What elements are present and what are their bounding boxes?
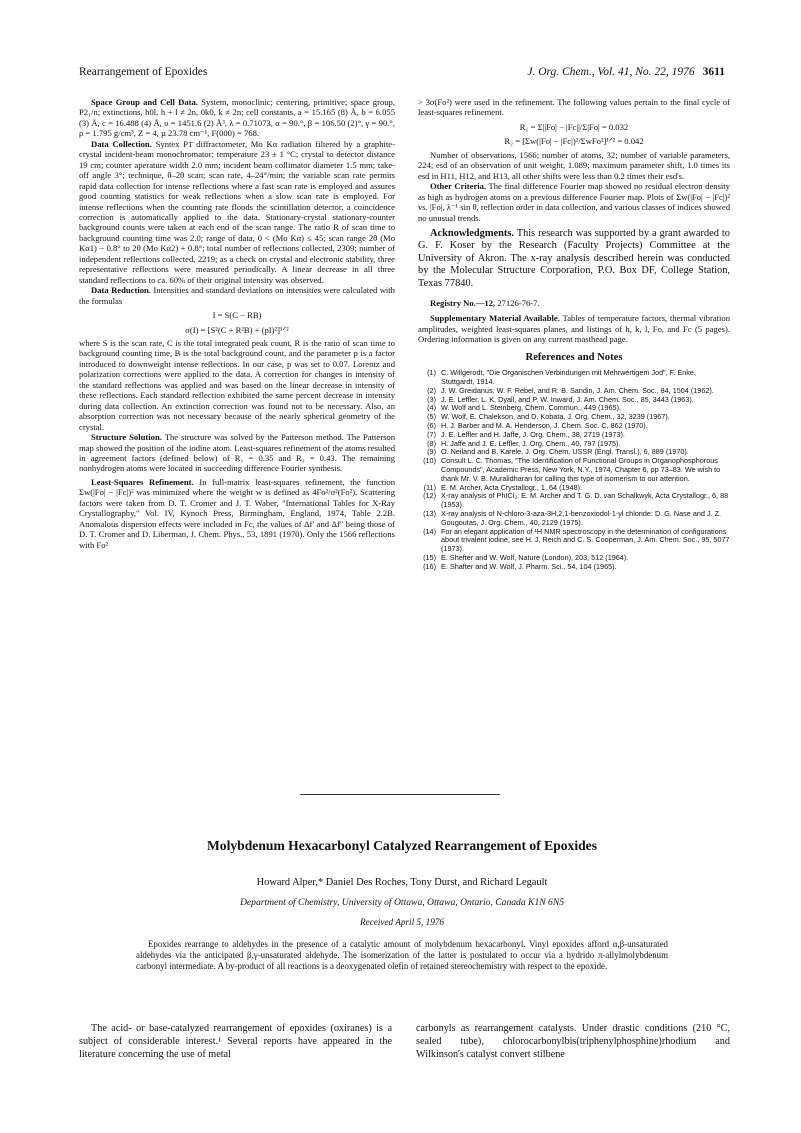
running-title: Rearrangement of Epoxides (79, 66, 208, 78)
registry-text: 27126-76-7. (497, 298, 540, 309)
reference-item (418, 528, 730, 554)
reference-text: E. M. Archer, Acta Crystallogr., 1, 64 (1948). (441, 482, 583, 492)
equation-r1: R₁ = Σ||Fo| − |Fc||/Σ|Fo| = 0.032 (519, 121, 629, 132)
ack-text: This research was supported by a grant awarded to G. F. Koser by the Research (Faculty Projects) Committee at the University of Akron. The x-ray analysis described herein was conducted by the Molecular Structure Corporation, P.O. Box DF, College Station, Texas 77840. (418, 227, 730, 289)
paragraph-head: Structure Solution. (91, 432, 162, 443)
journal-name: J. Org. Chem., Vol. 41, No. 22, 1976 (527, 66, 695, 78)
paragraph-least-squares (79, 477, 395, 550)
reference-number: (4) (427, 403, 436, 413)
reference-number: (9) (427, 447, 436, 457)
paragraph-text: System, monoclinic; centering, primitive; space group, P2₁/n; extinctions, h0l, h + l ≠ 2n, 0k0, k ≠ 2n; cell constants, a = 15.165 (8) Å, b = 6.055 (3) Å, c = 16.488 (4) Å, υ = 1451.6 (2) Å³, λ = 0.71073, α = 90.°, β = 106.50 (2)°, γ = 90.°, ρ = 1.795 g/cm³, Z = 4, µ 23.78 cm⁻¹, F(000) = 768. (79, 97, 395, 139)
reference-text: J. E. Leffler, L. K. Dyall, and P. W. Inward, J. Am. Chem. Soc., 85, 3443 (1963). (441, 394, 694, 404)
reference-text: W. Wolf and L. Steinberg, Chem. Commun., 449 (1965). (441, 403, 621, 413)
reference-item (418, 510, 730, 528)
paragraph-head: Data Collection. (91, 138, 152, 149)
article-affiliation: Department of Chemistry, University of Ottawa, Ottawa, Ontario, Canada K1N 6N5 (239, 897, 565, 908)
reference-number: (15) (423, 553, 436, 563)
supp-head: Supplementary Material Available. (430, 313, 560, 324)
reference-text: E. Shafter and W. Wolf, J. Pharm. Sci., 54, 104 (1965). (441, 561, 617, 571)
body-text-right: carbonyls as rearrangement catalysts. Under drastic conditions (210 °C, sealed tube), chlorocarbonylbis(triphenylphosphine)rhodium and Wilkinson's catalyst convert stilbene (416, 1023, 730, 1060)
reference-number: (16) (423, 561, 436, 571)
paragraph-text: The final difference Fourier map showed no residual electron density as high as hydrogen atoms on a previous difference Fourier map. Plots of Σw(|Fo| − |Fc|)² vs. |Fo|, λ⁻¹ sin θ, reflection order in data collection, and various classes of indices showed no unusual trends. (418, 181, 730, 223)
paragraph-data-collection (79, 139, 395, 285)
left-column (79, 97, 395, 550)
reference-item (418, 369, 730, 387)
equation-intensity: I = S(C − RB) (212, 310, 262, 321)
paragraph-text: The structure was solved by the Patterson method. The Patterson map showed the position of the iodine atom. Least-squares refinement of the atoms resulted in agreement factors (defined below) of R₁ = 0.35 and R₂ = 0.43. The remaining nonhydrogen atoms were located in succeeding difference Fourier synthesis. (79, 432, 396, 474)
reference-text: O. Neiland and B. Karele, J. Org. Chem. USSR (Engl. Transl.), 6, 889 (1970). (441, 447, 689, 457)
body-left-column (79, 1022, 392, 1061)
equation-r2: R₂ = [Σw(|Fo| − |Fc|)²/ΣwFo²]¹ᐟ² = 0.042 (504, 136, 644, 147)
reference-number: (11) (423, 482, 436, 492)
reference-item (418, 457, 730, 483)
reference-number: (13) (423, 509, 436, 519)
reference-text: E. Shefter and W. Wolf, Nature (London), 203, 512 (1964). (441, 553, 629, 563)
journal-citation (527, 66, 725, 78)
equation-sigma: σ(I) = [S²(C + R²B) + (pI)²]¹ᐟ² (185, 324, 289, 335)
reference-number: (10) (423, 456, 436, 466)
reference-text: J. W. Greidanus, W. F. Rebel, and R. B. Sandin, J. Am. Chem. Soc., 84, 1504 (1962). (441, 385, 714, 395)
acknowledgments (418, 228, 730, 290)
paragraph-head: Space Group and Cell Data. (91, 97, 198, 107)
section-divider (300, 794, 500, 795)
registry-head: Registry No.—12, (430, 298, 496, 309)
paragraph-text: Syntex P1̄ diffractometer, Mo Kα radiation filtered by a graphite-crystal incident-beam monochromator; temperature 23 ± 1 °C; crystal to detector distance 19 cm; counter aperature width 2.0 mm; incident beam collimator diameter 1.5 mm; take-off angle 3°; technique, θ–2θ scan; scan rate, 4–24°/min; the variable scan rate permits rapid data collection for intense reflections where a fast scan rate is employed and assures good counting statistics for weak reflections when a slow scan rate is employed. For intense reflections when the counting rate floods the scintillation detector, a coincidence correction is automatically applied to the data. Stationary-crystal stationary-counter background counts were taken at each end of the scan range. The ratio R of scan time to background counting time was 2.0; range of data, 0 < (Mo Kα) ≤ 45; scan range 2θ (Mo Kα1) − 0.8° to 2θ (Mo Kα2) + 0.8°; total number of reflections collected, 2309; number of independent reflections collected, 2219; as a check on crystal and electronic stability, three representative reflections were measured periodically. A linear decrease in all three standard reflections to ca. 60% of their original intensity was observed. (79, 138, 395, 285)
reference-text: For an elegant application of ¹H NMR spectroscopy in the determination of configurations about trivalent iodine, see H. J. Reich and C. S. Cooperman, J. Am. Chem. Soc., 95, 5077 (1973). (441, 526, 730, 554)
reference-number: (8) (427, 438, 436, 448)
reference-text: W. Wolf, E. Chalekson, and D. Kobata, J. Org. Chem., 32, 3239 (1967). (441, 412, 670, 422)
received-date: Received April 5, 1976 (359, 917, 445, 927)
reference-item (418, 492, 730, 510)
paragraph-observations: Number of observations, 1566; number of atoms, 32; number of variable parameters, 224; esd of an observation of unit weight, 1.089; maximum parameter shift, 1.0 times its esd in H11, H12, and H13, all other shifts were less than 0.2 times their esd's. (418, 149, 730, 181)
paragraph-refinement: > 3σ(Fo²) were used in the refinement. The following values pertain to the final cycle of least-squares refinement. (418, 97, 730, 118)
paragraph-head: Least-Squares Refinement. (91, 476, 194, 487)
article-title: Molybdenum Hexacarbonyl Catalyzed Rearrangement of Epoxides (206, 838, 598, 853)
paragraph-structure-solution (79, 432, 395, 474)
paragraph-head: Other Criteria. (430, 181, 487, 192)
reference-number: (1) (427, 368, 436, 378)
references-list (418, 369, 730, 571)
reference-number: (14) (423, 526, 436, 536)
paragraph-data-reduction (79, 285, 395, 306)
paragraph-text: Intensities and standard deviations on intensities were calculated with the formulas (79, 285, 395, 306)
reference-number: (2) (427, 385, 436, 395)
supp-text: Tables of temperature factors, thermal vibration amplitudes, weighted least-squares planes, and listings of h, k, l, Fo, and Fc (5 pages). Ordering information is given on any current masthead page. (418, 313, 731, 345)
ack-head: Acknowledgments. (430, 227, 514, 239)
reference-number: (3) (427, 394, 436, 404)
abstract-text: Epoxides rearrange to aldehydes in the presence of a catalytic amount of molybdenum hexacarbonyl. Vinyl epoxides afford α,β-unsaturated aldehydes via the anticipated β,γ-unsaturated aldehyde. The isomerization of the latter is postulated to occur via a hydrido π-allylmolybdenum carbonyl intermediate. A by-product of all reactions is a deoxygenated olefin of retained stereochemistry with respect to the epoxide. (136, 939, 668, 971)
article-authors: Howard Alper,* Daniel Des Roches, Tony Durst, and Richard Legault (256, 877, 548, 888)
paragraph-where: where S is the scan rate, C is the total integrated peak count, R is the ratio of scan time to background counting time, B is the total background count, and the parameter p is a factor introduced to downweight intense reflections. In our case, p was set to 0.07. Lorentz and polarization corrections were applied to the data. A correction for changes in intensity of the standard reflections was applied and was based on the linear decrease in intensity of these reflections. Each standard reflection exhibited the same percent decrease in intensity during data collection. An extinction correction was found not to be necessary. Also, an absorption correction was not necessary because of the nearly spherical geometry of the crystal. (79, 337, 395, 432)
paragraph-head: Data Reduction. (91, 285, 151, 296)
paragraph-other-criteria (418, 181, 730, 223)
reference-number: (6) (427, 421, 436, 431)
reference-text: X-ray analysis of PhICl₂: E. M. Archer and T. G. D. van Schalkwyk, Acta Crystallogr., 6, 88 (1953). (441, 491, 729, 510)
paragraph-space-group (79, 97, 395, 139)
reference-text: X-ray analysis of N-chloro-3-aza-3H,2,1-benzoxiodol-1-yl chloride: D. G. Nase and J. Z. Gougoutas, J. Org. Chem., 40, 2129 (1975). (441, 509, 722, 527)
registry-number (418, 298, 730, 308)
page-number: 3611 (702, 66, 725, 78)
reference-text: Consult L. C. Thomas, "The Identification of Functional Groups in Organophosphorous Compounds", Academic Press, New York, N.Y., 1974, Chapter 6, pp 73–83. We wish to thank Mr. V. B. Muralidharan for calling this type of isomerism to our attention. (441, 456, 721, 483)
reference-text: H. Jaffe and J. E. Leffler, J. Org. Chem., 40, 797 (1975). (441, 438, 621, 448)
right-column (418, 97, 730, 572)
reference-text: H. J. Barber and M. A. Henderson, J. Chem. Soc. C, 862 (1970). (441, 421, 648, 431)
reference-number: (7) (427, 429, 436, 439)
reference-item (418, 563, 730, 572)
reference-text: C. Willgerodt, "Die Organischen Verbindungen mit Mehrwertigem Jod", F. Enke, Stuttgardt, 1914. (441, 368, 696, 387)
abstract (136, 939, 668, 971)
references-heading: References and Notes (525, 351, 623, 363)
reference-number: (5) (427, 412, 436, 422)
body-right-column (416, 1022, 730, 1061)
running-header (79, 66, 725, 82)
supplementary-material (418, 313, 730, 344)
paragraph-text: In full-matrix least-squares refinement, the function Σw(|Fo| − |Fc|)² was minimized where the weight w is defined as 4Fo²/σ²(Fo²). Scattering factors were taken from D. T. Cromer and J. T. Waber, "International Tables for X-Ray Crystallography," Vol. IV, Kynoch Press, Birmingham, England, 1974, Table 2.2B. Anomalous dispersion effects were included in Fc, the values of Δf′ and Δf″ being those of D. T. Cromer and D. Liberman, J. Chem. Phys., 53, 1891 (1970). Only the 1566 reflections with Fo² (79, 476, 396, 550)
reference-text: J. E. Leffler and H. Jaffe, J. Org. Chem., 38, 2719 (1973). (441, 429, 625, 439)
reference-number: (12) (423, 491, 436, 501)
body-text-left: The acid- or base-catalyzed rearrangement of epoxides (oxiranes) is a subject of considerable interest.¹ Several reports have appeared in the literature concerning the use of metal (79, 1023, 392, 1060)
